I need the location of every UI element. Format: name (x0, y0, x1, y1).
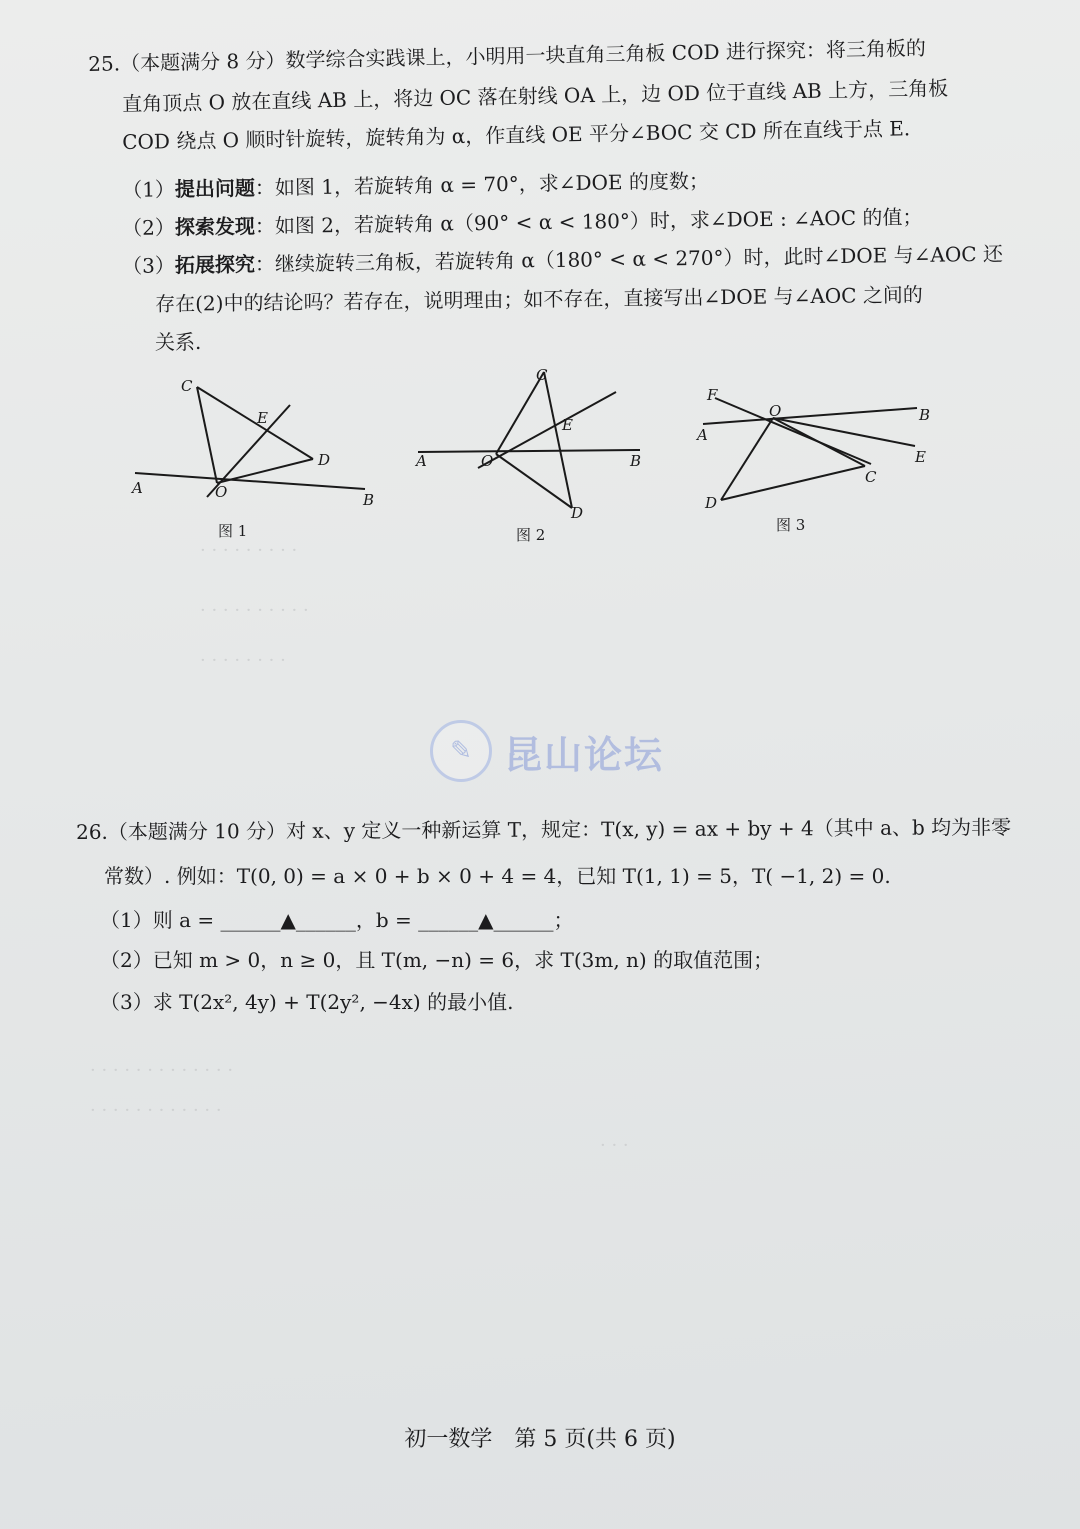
bleed-through-text: · · · · · · · · (200, 650, 286, 671)
label-a: A (132, 479, 143, 497)
label-d: D (571, 504, 584, 520)
forum-watermark (430, 720, 664, 782)
side-dc (721, 466, 865, 500)
part-body: ：如图 1，若旋转角 α = 70°，求∠DOE 的度数； (254, 168, 710, 200)
line-oe (478, 392, 616, 468)
part-heading: 拓展探究 (174, 252, 256, 278)
label-o: O (769, 402, 782, 420)
side-od (721, 418, 773, 500)
label-e: E (562, 416, 573, 434)
label-b: B (630, 452, 642, 470)
bleed-through-text: · · · (600, 1135, 629, 1156)
line-oe (715, 398, 871, 464)
bleed-through-text: · · · · · · · · · · (200, 600, 309, 621)
side-oc (496, 372, 544, 454)
page-footer: 初一数学 第 5 页(共 6 页) (404, 1427, 676, 1452)
side-oc (773, 418, 865, 466)
figure-1-caption: 图 1 (218, 522, 248, 540)
q26-part-2: （2）已知 m > 0，n ≥ 0，且 T(m, −n) = 6，求 T(3m, n) 的取值范围； (100, 948, 774, 972)
label-o: O (481, 452, 494, 470)
part-number: （2） (122, 215, 176, 240)
part-body: ：如图 2，若旋转角 α（90° < α < 180°）时，求∠DOE : ∠AOC 的值； (254, 204, 923, 239)
part-body: ：继续旋转三角板，若旋转角 α（180° < α < 270°）时，此时∠DOE 与∠AOC 还 (254, 241, 1004, 277)
figure-2 (408, 360, 668, 520)
label-c: C (865, 468, 877, 486)
bleed-through-text: · · · · · · · · · · · · (90, 1100, 222, 1121)
part-heading: 提出问题 (174, 175, 256, 202)
label-c: C (181, 377, 193, 395)
watermark-logo-icon: ✎ (430, 720, 492, 782)
label-b: B (363, 491, 375, 509)
side-cd (197, 387, 313, 459)
q26-part-3: （3）求 T(2x², 4y) + T(2y², −4x) 的最小值. (100, 990, 514, 1014)
bleed-through-text: · · · · · · · · · (200, 540, 298, 561)
q25-part-3-line-3: 关系. (155, 330, 202, 354)
side-oc (197, 387, 217, 483)
label-f: F (707, 386, 718, 404)
label-d: D (318, 451, 331, 469)
line-ab (418, 450, 640, 452)
label-b: B (919, 406, 931, 424)
figure-2-caption: 图 2 (516, 526, 546, 544)
q26-part-1: （1）则 a = ______▲______，b = ______▲______； (100, 908, 574, 932)
q25-stem-line-1: 25.（本题满分 8 分）数学综合实践课上，小明用一块直角三角板 COD 进行探究：将三角板的 (88, 35, 927, 76)
figure-3 (695, 380, 955, 520)
side-od (496, 454, 572, 508)
label-e: E (915, 448, 926, 466)
label-o: O (215, 483, 228, 501)
q26-stem-line-1: 26.（本题满分 10 分）对 x、y 定义一种新运算 T，规定：T(x, y) = ax + by + 4（其中 a、b 均为非零 (76, 815, 1012, 844)
side-cd (544, 372, 572, 508)
label-a: A (697, 426, 708, 444)
line-ab (703, 408, 917, 424)
label-c: C (536, 366, 548, 384)
watermark-text: 昆山论坛 (504, 732, 665, 777)
part-number: （1） (122, 177, 176, 202)
part-number: （3） (122, 253, 176, 278)
q25-part-2 (122, 203, 923, 242)
q25-stem-line-2: 直角顶点 O 放在直线 AB 上，将边 OC 落在射线 OA 上，边 OD 位于直线 AB 上方，三角板 (122, 76, 949, 116)
figure-1 (125, 375, 385, 545)
q26-stem-line-2: 常数）. 例如：T(0, 0) = a × 0 + b × 0 + 4 = 4，已知 T(1, 1) = 5，T( −1, 2) = 0. (104, 864, 891, 888)
bleed-through-text: · · · · · · · · · · · · · (90, 1060, 234, 1081)
q25-part-3-line-2: 存在(2)中的结论吗？若存在，说明理由；如不存在，直接写出∠DOE 与∠AOC 之间的 (155, 282, 923, 316)
q25-stem-line-3: COD 绕点 O 顺时针旋转，旋转角为 α，作直线 OE 平分∠BOC 交 CD 所在直线于点 E. (122, 116, 911, 154)
q25-part-1 (122, 167, 709, 204)
part-heading: 探索发现 (174, 214, 256, 240)
label-d: D (705, 494, 718, 512)
label-a: A (416, 452, 427, 470)
q25-part-3 (122, 240, 1003, 280)
label-e: E (257, 409, 268, 427)
figure-3-caption: 图 3 (776, 516, 806, 534)
